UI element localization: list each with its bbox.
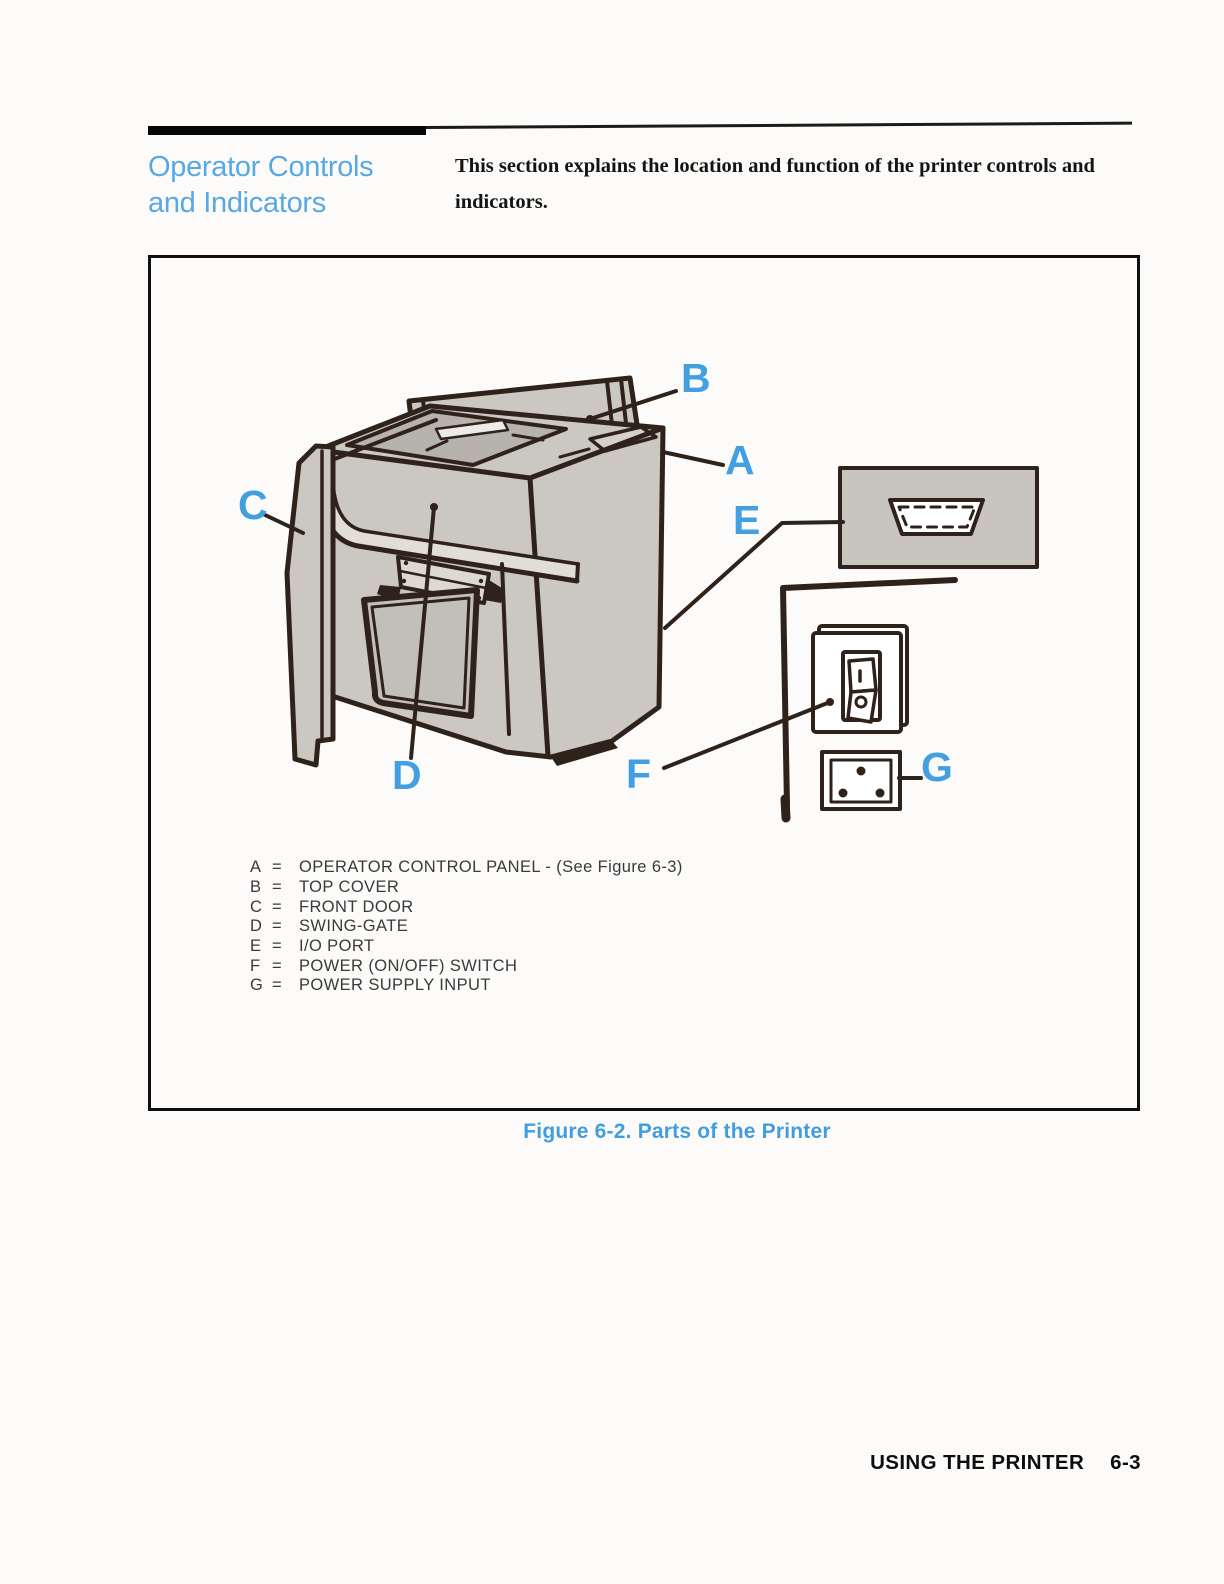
legend-equals: = — [272, 956, 283, 975]
legend-letter: C — [250, 897, 263, 916]
printer-body-shape — [287, 406, 663, 766]
legend-row-a — [250, 858, 683, 878]
legend-row-d — [250, 917, 683, 937]
intro-paragraph: This section explains the location and function of the printer controls and indicators. — [455, 155, 1095, 213]
legend-text: SWING-GATE — [299, 917, 409, 936]
legend-row-b — [250, 878, 683, 898]
legend-text: I/O PORT — [299, 937, 375, 956]
callout-control-panel: A — [725, 437, 755, 483]
page-footer — [870, 1451, 1141, 1475]
footer-section-title: USING THE PRINTER — [870, 1451, 1085, 1474]
io-port-panel — [840, 468, 1037, 567]
legend-equals: = — [272, 897, 283, 916]
legend-letter: G — [250, 976, 264, 995]
callout-swing-gate: D — [392, 752, 422, 798]
legend-letter: B — [250, 878, 262, 897]
legend-text: FRONT DOOR — [299, 897, 414, 916]
legend-letter: F — [250, 956, 261, 975]
legend-row-c — [250, 897, 683, 917]
legend-letter: E — [250, 937, 262, 956]
legend-equals: = — [272, 976, 283, 995]
legend-equals: = — [272, 878, 283, 897]
figure-caption: Figure 6-2. Parts of the Printer — [523, 1120, 831, 1143]
callout-io-port: E — [733, 497, 761, 543]
callout-power-switch: F — [626, 751, 652, 797]
section-heading-line2: and Indicators — [148, 187, 326, 219]
figure-legend — [250, 858, 683, 996]
callout-top-cover: B — [681, 355, 711, 401]
legend-row-e — [250, 937, 683, 957]
callout-power-input: G — [921, 744, 953, 790]
legend-letter: A — [250, 858, 262, 877]
power-switch-drawing — [813, 626, 907, 732]
section-heading-line1: Operator Controls — [148, 151, 374, 183]
legend-equals: = — [272, 937, 283, 956]
legend-row-g — [250, 976, 683, 996]
front-door-shape — [287, 446, 333, 765]
legend-text: TOP COVER — [299, 878, 400, 897]
legend-equals: = — [272, 917, 283, 936]
legend-equals: = — [272, 858, 283, 877]
callout-front-door: C — [238, 482, 268, 528]
power-receptacle-drawing — [822, 752, 900, 809]
legend-letter: D — [250, 917, 263, 936]
legend-text: OPERATOR CONTROL PANEL - (See Figure 6-3) — [299, 858, 683, 877]
legend-text: POWER (ON/OFF) SWITCH — [299, 956, 518, 975]
legend-row-f — [250, 956, 683, 976]
legend-text: POWER SUPPLY INPUT — [299, 976, 491, 995]
footer-page-number: 6-3 — [1110, 1451, 1141, 1474]
